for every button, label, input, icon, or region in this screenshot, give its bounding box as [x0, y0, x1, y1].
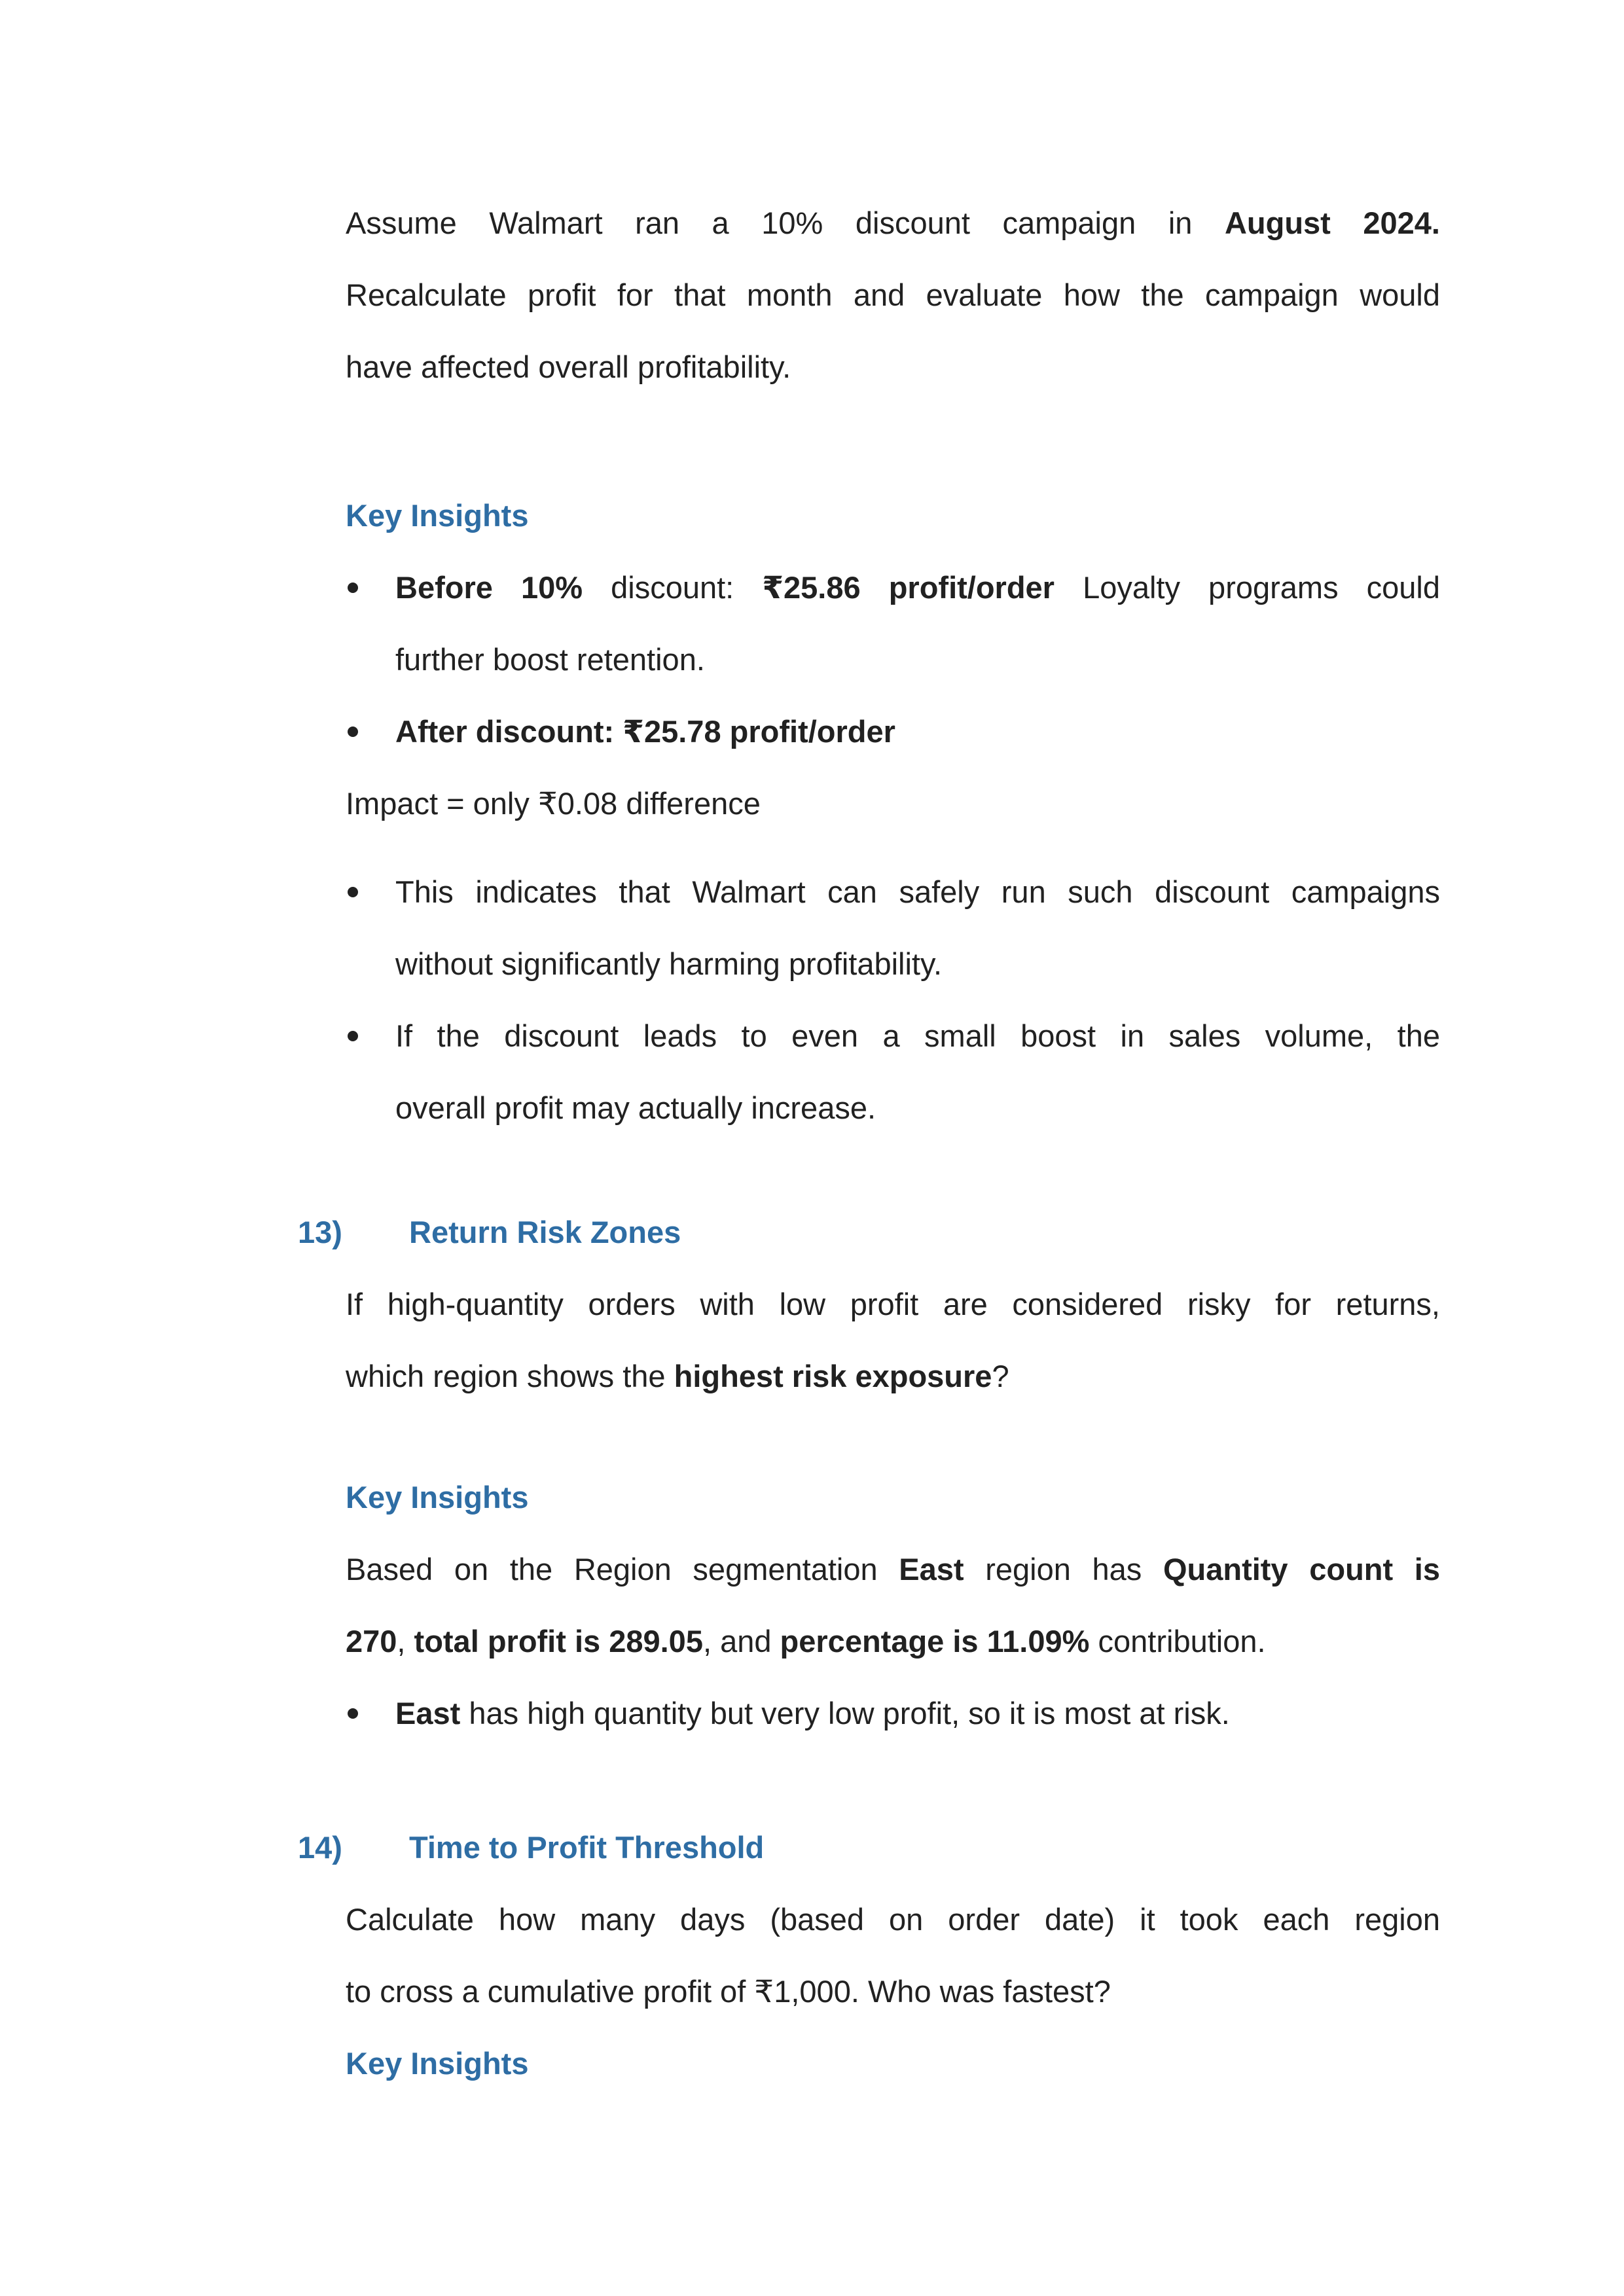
text: Recalculate profit for that month and evaluate how the campaign would	[346, 278, 1440, 312]
text: , and	[702, 1624, 780, 1659]
text: ,	[397, 1624, 414, 1659]
section-14-heading	[298, 1812, 1440, 1884]
text-line	[346, 1884, 1440, 1956]
text-line	[395, 1072, 1440, 1144]
bold-text: 270	[346, 1624, 397, 1659]
text: This indicates that Walmart can safely run such discount campaigns	[395, 874, 1440, 909]
text: ?	[992, 1359, 1009, 1393]
text-line	[395, 928, 1440, 1000]
bold-text: highest risk exposure	[674, 1359, 992, 1393]
text: If the discount leads to even a small boost in sales volume, the	[395, 1018, 1440, 1053]
text: Based on the Region segmentation	[346, 1552, 899, 1587]
text-line	[346, 1534, 1440, 1605]
bold-text: Before 10%	[395, 570, 583, 605]
text: without significantly harming profitability.	[395, 946, 943, 981]
impact-line	[346, 768, 1440, 840]
heading-number: 13)	[298, 1215, 342, 1249]
key-insights-heading-2: Key Insights	[346, 1480, 529, 1515]
bullet-volume-boost	[346, 1000, 1440, 1144]
text-line	[395, 552, 1440, 624]
bold-text: percentage is 11.09%	[780, 1624, 1090, 1659]
heading-number: 14)	[298, 1830, 342, 1865]
section-14-question	[346, 1884, 1440, 2028]
bullet-safe-campaigns	[346, 856, 1440, 1000]
text: have affected overall profitability.	[346, 350, 791, 384]
heading-text: Time to Profit Threshold	[409, 1830, 765, 1865]
text-line	[346, 768, 1440, 840]
bullet-dot	[348, 1708, 358, 1719]
bold-text: After discount: ₹25.78 profit/order	[395, 714, 895, 749]
key-insights-heading-1: Key Insights	[346, 498, 529, 533]
text: Assume Walmart ran a 10% discount campaign in	[346, 206, 1225, 240]
heading-text: Return Risk Zones	[409, 1215, 681, 1249]
bold-text: East	[395, 1696, 461, 1731]
text-line	[346, 1605, 1440, 1677]
text: has high quantity but very low profit, so it is most at risk.	[460, 1696, 1230, 1731]
bold-text: ₹25.86 profit/order	[762, 570, 1055, 605]
text: overall profit may actually increase.	[395, 1090, 876, 1125]
text: further boost retention.	[395, 642, 705, 677]
key-insights-heading-3: Key Insights	[346, 2046, 529, 2081]
text: which region shows the	[346, 1359, 674, 1393]
text-line	[395, 856, 1440, 928]
bullet-dot	[348, 726, 358, 737]
text-line	[395, 1677, 1440, 1749]
text-line	[346, 259, 1440, 331]
text-line	[395, 1000, 1440, 1072]
intro-paragraph	[346, 187, 1440, 403]
document-body	[298, 187, 1441, 2100]
text-line	[395, 624, 1440, 696]
bullet-dot	[348, 887, 358, 897]
bold-text: August 2024.	[1224, 206, 1440, 240]
text: Impact = only ₹0.08 difference	[346, 786, 761, 821]
bold-text: East	[899, 1552, 964, 1587]
text-line	[346, 1956, 1440, 2028]
text-line	[346, 187, 1440, 259]
text-line	[346, 331, 1440, 403]
bold-text: total profit is 289.05	[414, 1624, 703, 1659]
section-13-insight	[346, 1534, 1440, 1677]
bullet-before-discount	[346, 552, 1440, 696]
text: contribution.	[1089, 1624, 1266, 1659]
text: If high-quantity orders with low profit are considered risky for returns,	[346, 1287, 1440, 1321]
section-13-heading	[298, 1196, 1440, 1268]
section-13-question	[346, 1268, 1440, 1412]
text: Calculate how many days (based on order date) it took each region	[346, 1902, 1440, 1937]
bullet-east-risk	[346, 1677, 1440, 1749]
bullet-after-discount	[346, 696, 1440, 768]
bullet-dot	[348, 1031, 358, 1041]
text: region has	[964, 1552, 1163, 1587]
text-line	[346, 1268, 1440, 1340]
text-line	[346, 1340, 1440, 1412]
bullet-dot	[348, 583, 358, 593]
text: Loyalty programs could	[1054, 570, 1441, 605]
bold-text: Quantity count is	[1163, 1552, 1440, 1587]
text: discount:	[583, 570, 763, 605]
text-line	[395, 696, 1440, 768]
text: to cross a cumulative profit of ₹1,000. Who was fastest?	[346, 1974, 1111, 2009]
